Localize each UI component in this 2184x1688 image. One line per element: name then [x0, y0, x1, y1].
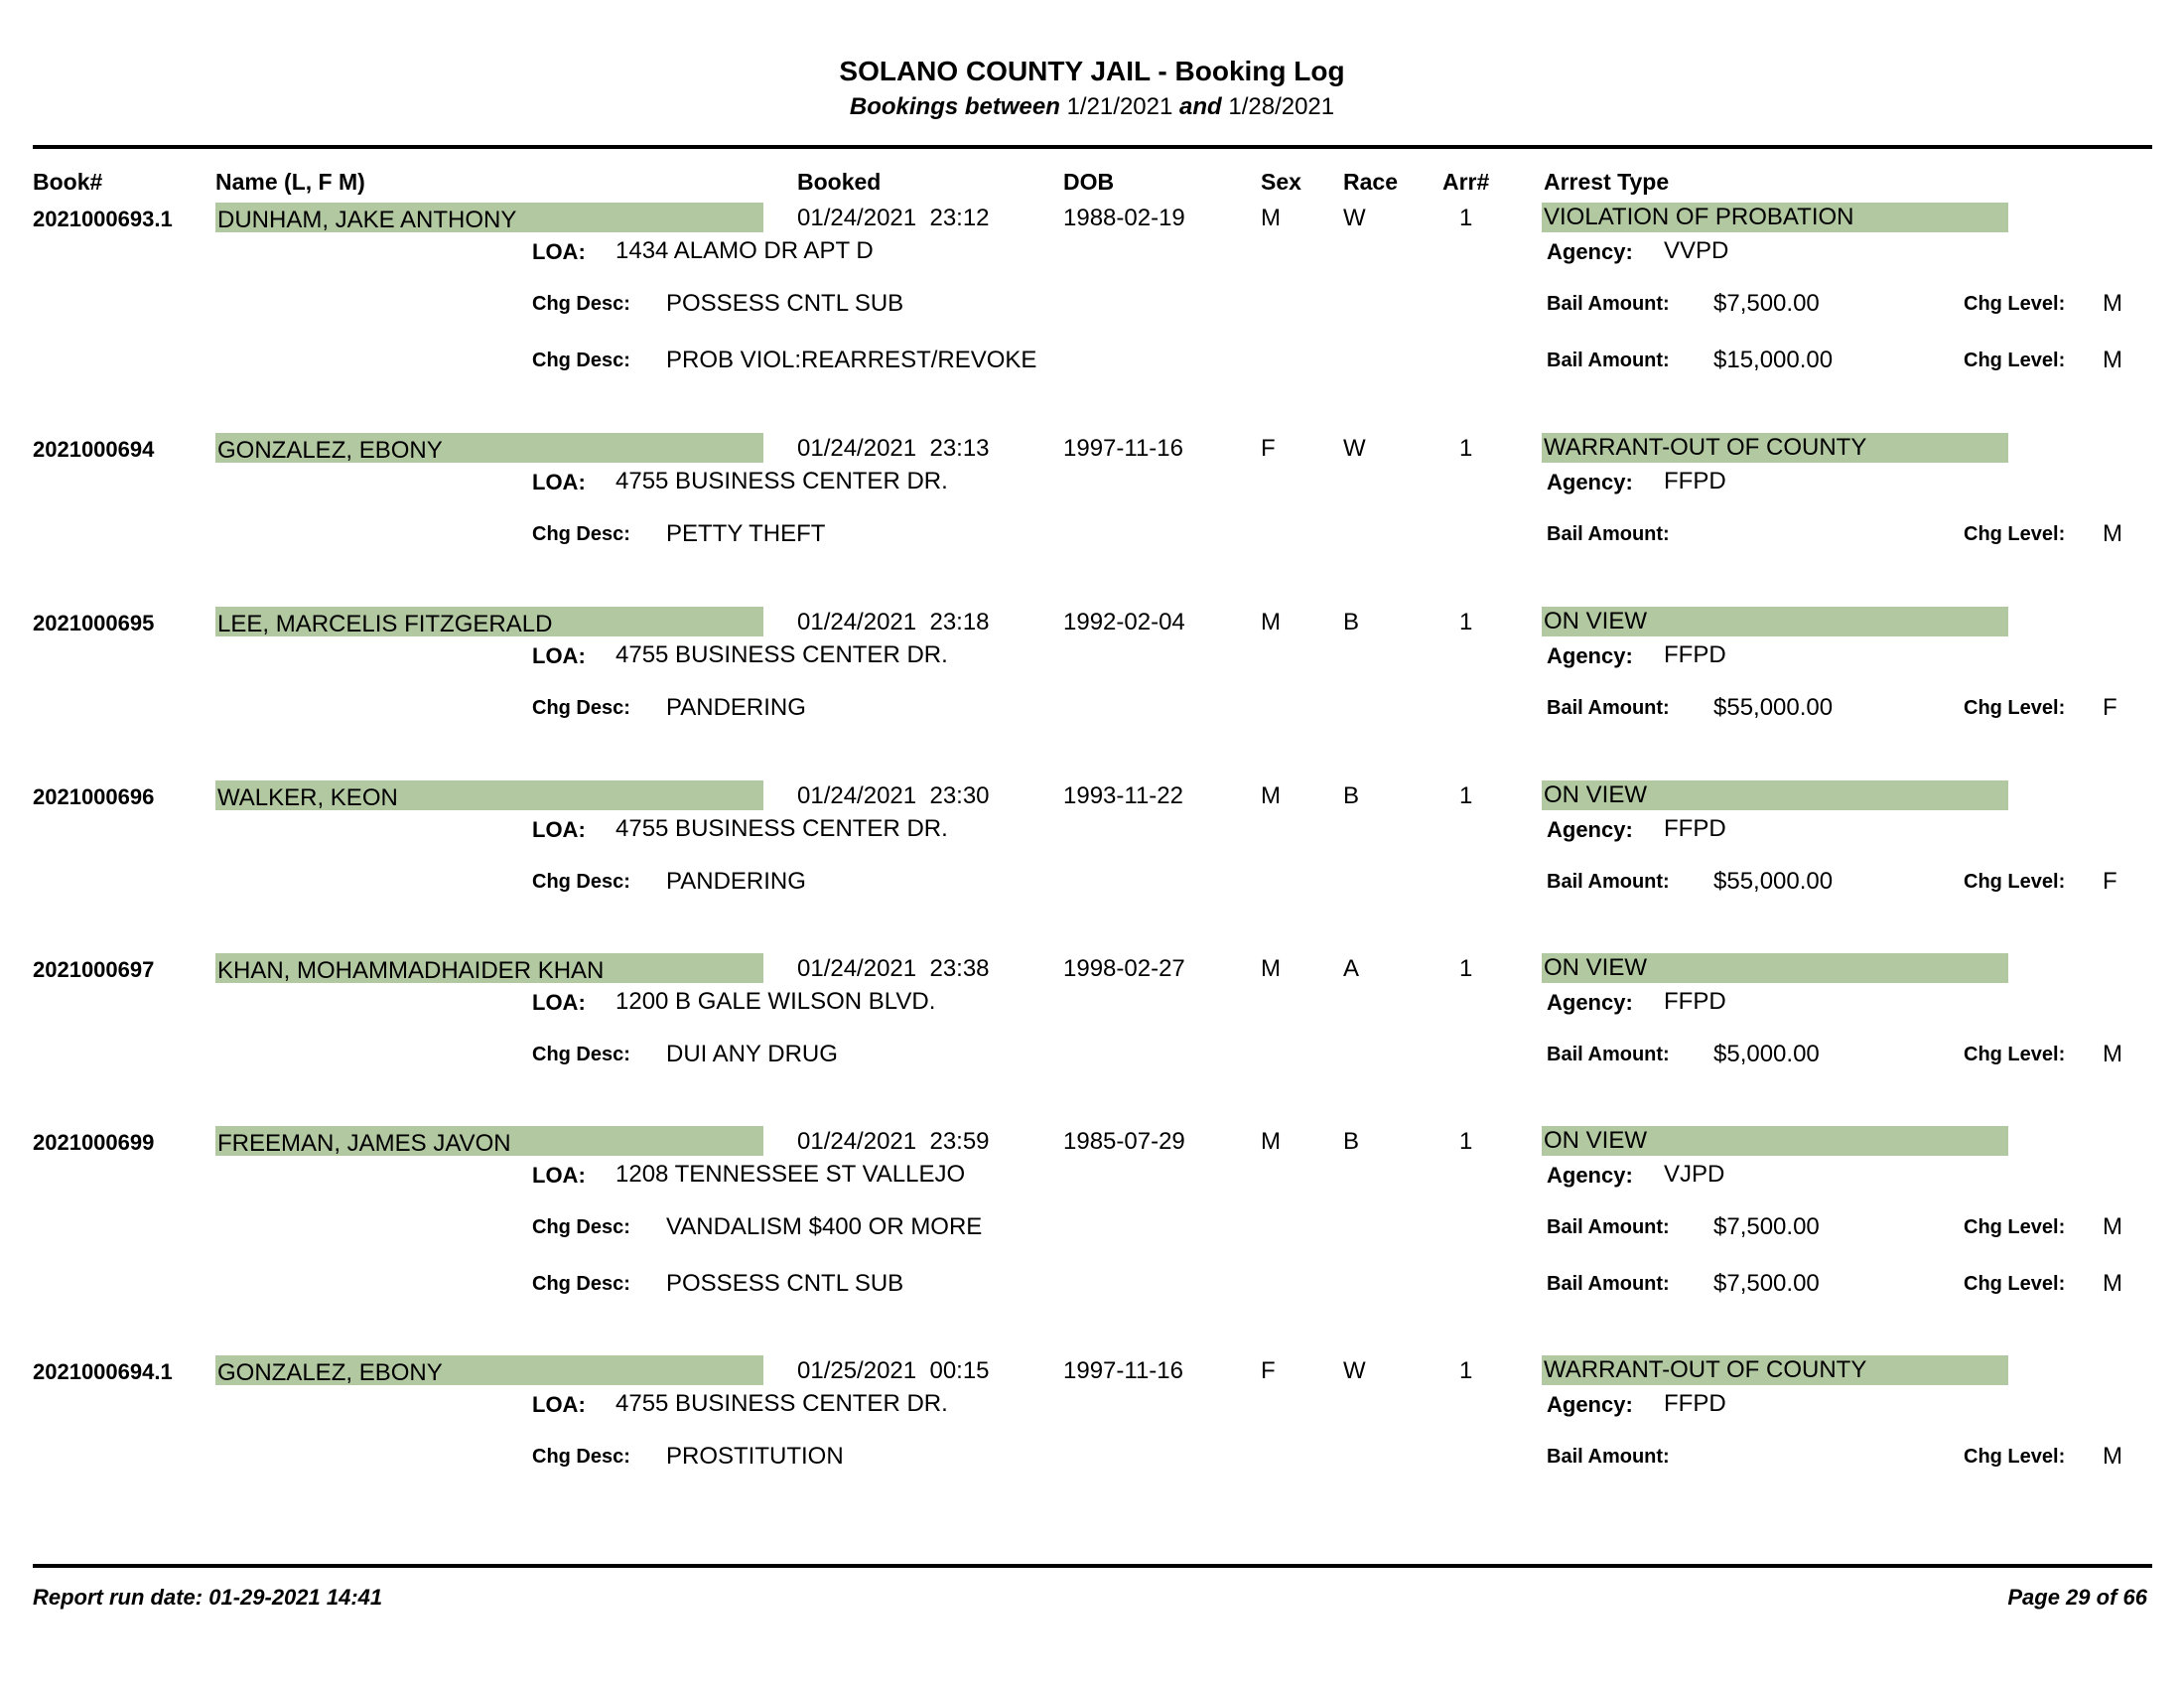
col-sex: Sex	[1261, 169, 1301, 195]
booking-record	[0, 1355, 2184, 1584]
booked-datetime	[797, 1128, 990, 1156]
agency: VJPD	[1664, 1161, 1725, 1188]
booked-datetime	[797, 782, 990, 810]
chg-level-label: Chg Level:	[1964, 1216, 2066, 1238]
dob: 1992-02-04	[1063, 609, 1185, 635]
race: B	[1343, 609, 1360, 635]
loa-address: 1434 ALAMO DR APT D	[615, 237, 874, 264]
bail-amount: $55,000.00	[1713, 868, 1834, 895]
col-arrest-type: Arrest Type	[1544, 169, 1670, 195]
col-name: Name (L, F M)	[215, 169, 365, 195]
loa-label: LOA:	[532, 470, 586, 494]
charge-description: PROB VIOL:REARREST/REVOKE	[666, 347, 1037, 373]
arrest-type: WARRANT-OUT OF COUNTY	[1542, 1355, 2008, 1385]
charge-description: PROSTITUTION	[666, 1443, 844, 1470]
report-title: SOLANO COUNTY JAIL - Booking Log	[839, 56, 1345, 86]
loa-address: 4755 BUSINESS CENTER DR.	[615, 641, 948, 668]
col-book: Book#	[33, 169, 103, 195]
agency: FFPD	[1664, 468, 1726, 494]
charge-description: PETTY THEFT	[666, 520, 826, 547]
loa-address: 4755 BUSINESS CENTER DR.	[615, 1390, 948, 1417]
col-arr: Arr#	[1442, 169, 1490, 195]
charge-level: M	[2103, 290, 2122, 317]
chg-level-label: Chg Level:	[1964, 1446, 2066, 1468]
arrest-type: ON VIEW	[1542, 953, 2008, 983]
arrest-number: 1	[1459, 609, 1473, 635]
agency-label: Agency:	[1547, 643, 1633, 668]
chg-desc-label: Chg Desc:	[532, 1273, 630, 1295]
bail-amount: $5,000.00	[1713, 1041, 1820, 1067]
dob: 1997-11-16	[1063, 435, 1183, 462]
agency-label: Agency:	[1547, 990, 1633, 1015]
booked-datetime	[797, 205, 990, 232]
booked-time: 23:13	[929, 435, 990, 462]
sex: F	[1261, 1357, 1276, 1384]
loa-address: 1208 TENNESSEE ST VALLEJO	[615, 1161, 966, 1188]
booked-datetime	[797, 435, 990, 463]
race: B	[1343, 782, 1360, 809]
dob: 1997-11-16	[1063, 1357, 1183, 1384]
bail-amount-label: Bail Amount:	[1547, 350, 1670, 371]
sex: M	[1261, 782, 1281, 809]
bail-amount: $55,000.00	[1713, 694, 1834, 721]
col-booked: Booked	[797, 169, 882, 195]
charge-level: M	[2103, 1041, 2122, 1067]
subtitle-and: and	[1179, 93, 1222, 120]
chg-desc-label: Chg Desc:	[532, 523, 630, 545]
sex: M	[1261, 205, 1281, 231]
agency: FFPD	[1664, 988, 1726, 1015]
inmate-name: GONZALEZ, EBONY	[215, 433, 763, 463]
dob: 1985-07-29	[1063, 1128, 1185, 1155]
charge-level: M	[2103, 1270, 2122, 1297]
chg-level-label: Chg Level:	[1964, 293, 2066, 315]
loa-label: LOA:	[532, 990, 586, 1015]
race: B	[1343, 1128, 1360, 1155]
arrest-number: 1	[1459, 1357, 1473, 1384]
charge-description: PANDERING	[666, 694, 806, 721]
race: W	[1343, 1357, 1366, 1384]
loa-label: LOA:	[532, 643, 586, 668]
bail-amount: $15,000.00	[1713, 347, 1834, 373]
race: W	[1343, 205, 1366, 231]
bail-amount-label: Bail Amount:	[1547, 1044, 1670, 1065]
chg-desc-label: Chg Desc:	[532, 1216, 630, 1238]
bail-amount: $7,500.00	[1713, 1270, 1820, 1297]
arrest-number: 1	[1459, 782, 1473, 809]
inmate-name: WALKER, KEON	[215, 780, 763, 810]
booked-date: 01/25/2021	[797, 1357, 917, 1384]
report-run-date: Report run date: 01-29-2021 14:41	[33, 1585, 383, 1610]
bail-amount-label: Bail Amount:	[1547, 1216, 1670, 1238]
race: W	[1343, 435, 1366, 462]
arrest-number: 1	[1459, 435, 1473, 462]
booked-date: 01/24/2021	[797, 435, 917, 462]
bail-amount-label: Bail Amount:	[1547, 697, 1670, 719]
booking-record	[0, 1126, 2184, 1354]
loa-address: 1200 B GALE WILSON BLVD.	[615, 988, 936, 1015]
page-number: Page 29 of 66	[2007, 1585, 2147, 1610]
arrest-type: ON VIEW	[1542, 780, 2008, 810]
book-number: 2021000694	[33, 437, 155, 462]
booked-date: 01/24/2021	[797, 205, 917, 231]
start-date: 1/21/2021	[1066, 93, 1173, 120]
charge-level: M	[2103, 520, 2122, 547]
agency-label: Agency:	[1547, 470, 1633, 494]
header-divider	[33, 145, 2152, 149]
report-subtitle	[0, 93, 2184, 121]
booked-datetime	[797, 1357, 990, 1385]
subtitle-prefix: Bookings between	[849, 93, 1060, 120]
bail-amount-label: Bail Amount:	[1547, 1273, 1670, 1295]
agency: FFPD	[1664, 815, 1726, 842]
inmate-name: KHAN, MOHAMMADHAIDER KHAN	[215, 953, 763, 983]
agency-label: Agency:	[1547, 817, 1633, 842]
charge-level: M	[2103, 347, 2122, 373]
booked-time: 23:59	[929, 1128, 990, 1155]
loa-address: 4755 BUSINESS CENTER DR.	[615, 815, 948, 842]
book-number: 2021000696	[33, 784, 155, 809]
bail-amount: $7,500.00	[1713, 290, 1820, 317]
book-number: 2021000695	[33, 611, 155, 635]
booked-date: 01/24/2021	[797, 782, 917, 809]
book-number: 2021000694.1	[33, 1359, 173, 1384]
loa-label: LOA:	[532, 817, 586, 842]
bail-amount-label: Bail Amount:	[1547, 523, 1670, 545]
chg-desc-label: Chg Desc:	[532, 1446, 630, 1468]
chg-desc-label: Chg Desc:	[532, 293, 630, 315]
booked-time: 23:18	[929, 609, 990, 635]
arrest-number: 1	[1459, 205, 1473, 231]
loa-label: LOA:	[532, 1392, 586, 1417]
chg-level-label: Chg Level:	[1964, 1273, 2066, 1295]
booked-datetime	[797, 955, 990, 983]
charge-description: VANDALISM $400 OR MORE	[666, 1213, 983, 1240]
agency-label: Agency:	[1547, 1392, 1633, 1417]
arrest-type: WARRANT-OUT OF COUNTY	[1542, 433, 2008, 463]
chg-level-label: Chg Level:	[1964, 871, 2066, 893]
arrest-type: ON VIEW	[1542, 1126, 2008, 1156]
chg-desc-label: Chg Desc:	[532, 871, 630, 893]
sex: F	[1261, 435, 1276, 462]
col-race: Race	[1343, 169, 1398, 195]
inmate-name: LEE, MARCELIS FITZGERALD	[215, 607, 763, 636]
sex: M	[1261, 955, 1281, 982]
chg-level-label: Chg Level:	[1964, 350, 2066, 371]
bail-amount: $7,500.00	[1713, 1213, 1820, 1240]
arrest-number: 1	[1459, 955, 1473, 982]
book-number: 2021000697	[33, 957, 155, 982]
charge-level: M	[2103, 1213, 2122, 1240]
agency: FFPD	[1664, 1390, 1726, 1417]
agency: VVPD	[1664, 237, 1729, 264]
booked-date: 01/24/2021	[797, 1128, 917, 1155]
agency-label: Agency:	[1547, 1163, 1633, 1188]
inmate-name: FREEMAN, JAMES JAVON	[215, 1126, 763, 1156]
agency: FFPD	[1664, 641, 1726, 668]
chg-level-label: Chg Level:	[1964, 697, 2066, 719]
charge-description: POSSESS CNTL SUB	[666, 290, 904, 317]
chg-level-label: Chg Level:	[1964, 523, 2066, 545]
arrest-type: ON VIEW	[1542, 607, 2008, 636]
arrest-type: VIOLATION OF PROBATION	[1542, 203, 2008, 232]
booked-time: 00:15	[929, 1357, 990, 1384]
charge-level: F	[2103, 868, 2117, 895]
charge-description: PANDERING	[666, 868, 806, 895]
inmate-name: GONZALEZ, EBONY	[215, 1355, 763, 1385]
booked-time: 23:12	[929, 205, 990, 231]
loa-address: 4755 BUSINESS CENTER DR.	[615, 468, 948, 494]
loa-label: LOA:	[532, 239, 586, 264]
booked-time: 23:38	[929, 955, 990, 982]
booked-datetime	[797, 609, 990, 636]
end-date: 1/28/2021	[1228, 93, 1335, 120]
arrest-number: 1	[1459, 1128, 1473, 1155]
bail-amount-label: Bail Amount:	[1547, 871, 1670, 893]
charge-description: DUI ANY DRUG	[666, 1041, 838, 1067]
booking-record	[0, 203, 2184, 431]
book-number: 2021000699	[33, 1130, 155, 1155]
inmate-name: DUNHAM, JAKE ANTHONY	[215, 203, 763, 232]
race: A	[1343, 955, 1360, 982]
booked-date: 01/24/2021	[797, 955, 917, 982]
charge-level: F	[2103, 694, 2117, 721]
sex: M	[1261, 609, 1281, 635]
sex: M	[1261, 1128, 1281, 1155]
charge-level: M	[2103, 1443, 2122, 1470]
charge-description: POSSESS CNTL SUB	[666, 1270, 904, 1297]
dob: 1993-11-22	[1063, 782, 1183, 809]
chg-desc-label: Chg Desc:	[532, 350, 630, 371]
bail-amount-label: Bail Amount:	[1547, 293, 1670, 315]
loa-label: LOA:	[532, 1163, 586, 1188]
dob: 1998-02-27	[1063, 955, 1185, 982]
chg-level-label: Chg Level:	[1964, 1044, 2066, 1065]
chg-desc-label: Chg Desc:	[532, 1044, 630, 1065]
chg-desc-label: Chg Desc:	[532, 697, 630, 719]
agency-label: Agency:	[1547, 239, 1633, 264]
booked-date: 01/24/2021	[797, 609, 917, 635]
col-dob: DOB	[1063, 169, 1115, 195]
booked-time: 23:30	[929, 782, 990, 809]
book-number: 2021000693.1	[33, 207, 173, 231]
dob: 1988-02-19	[1063, 205, 1185, 231]
footer-divider	[33, 1564, 2152, 1568]
bail-amount-label: Bail Amount:	[1547, 1446, 1670, 1468]
